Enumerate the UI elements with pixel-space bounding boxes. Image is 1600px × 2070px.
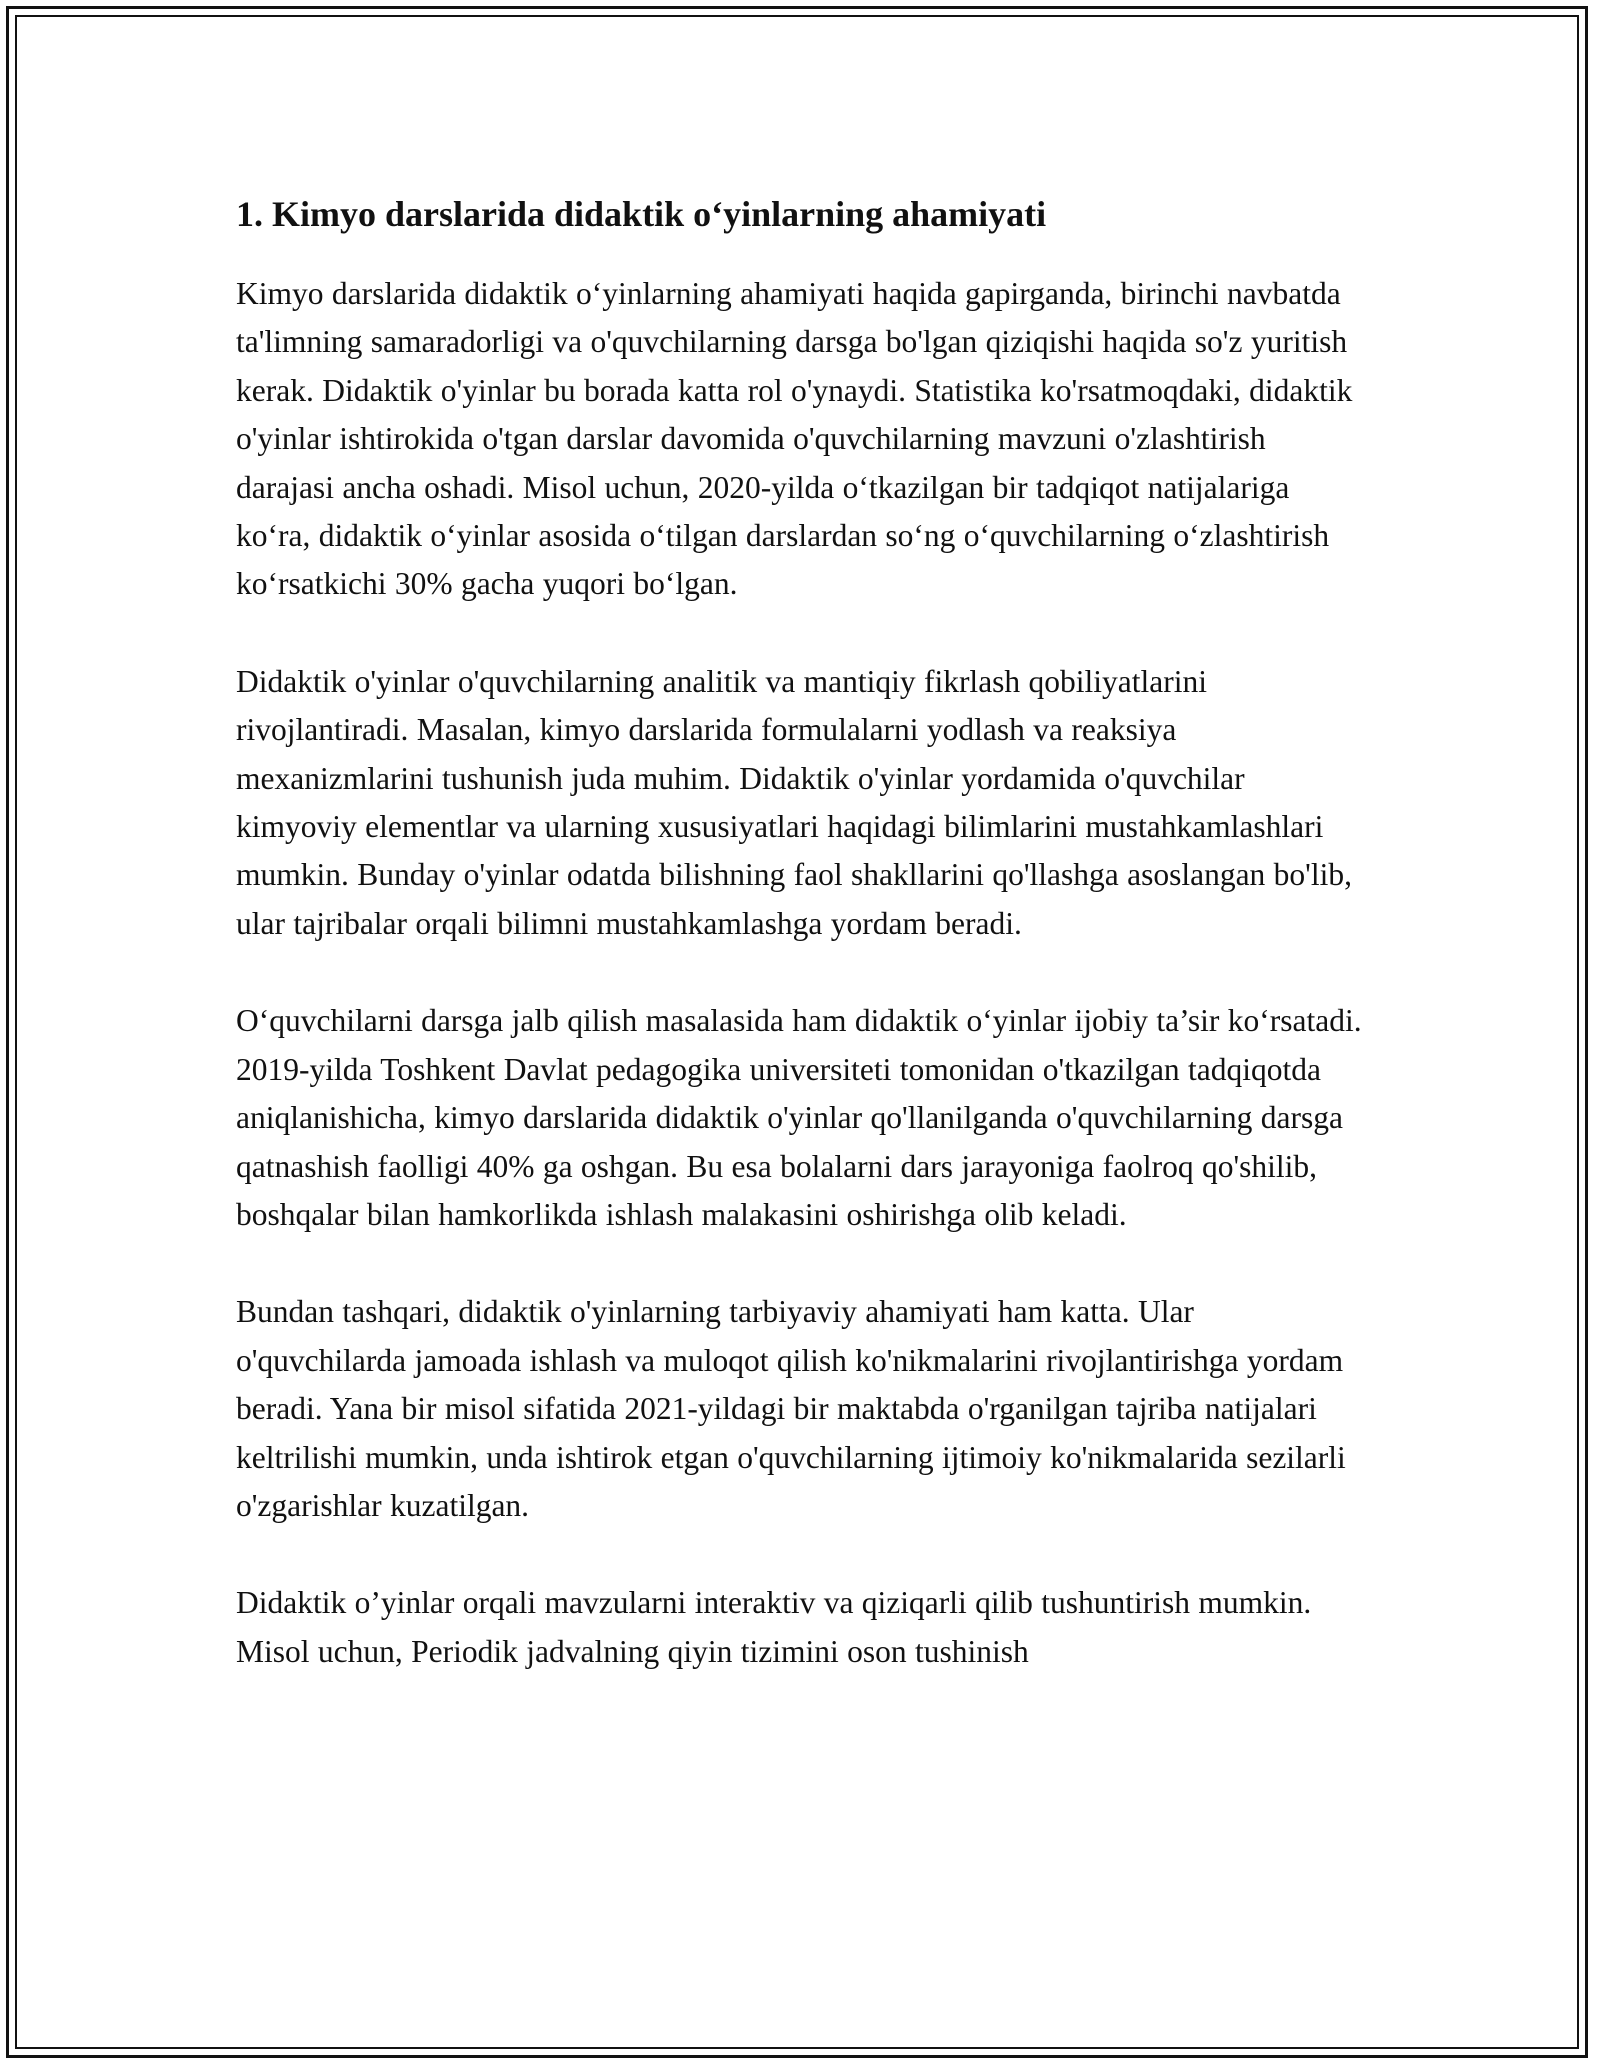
paragraph-4: Bundan tashqari, didaktik o'yinlarning tarbiyaviy ahamiyati ham katta. Ular o'quvchilarda jamoada ishlash va muloqot qilish ko'nikmalarini rivojlantirishga yordam beradi. Yana bir misol sifatida 2021-yildagi bir maktabda o'rganilgan tajriba natijalari keltrilishi mumkin, unda ishtirok etgan o'quvchilarning ijtimoiy ko'nikmalarida sezilarli o'zgarishlar kuzatilgan. (236, 1294, 1346, 1523)
paragraph-2: Didaktik o'yinlar o'quvchilarning analitik va mantiqiy fikrlash qobiliyatlarini rivojlantiradi. Masalan, kimyo darslarida formulalarni yodlash va reaksiya mexanizmlarini tushunish juda muhim. Didaktik o'yinlar yordamida o'quvchilar kimyoviy elementlar va ularning xususiyatlari haqidagi bilimlarini mustahkamlashlari mumkin. Bunday o'yinlar odatda bilishning faol shakllarini qo'llashga asoslangan bo'lib, ular tajribalar orqali bilimni mustahkamlashga yordam beradi. (236, 663, 1352, 941)
paragraph-1: Kimyo darslarida didaktik o‘yinlarning ahamiyati haqida gapirganda, birinchi navbatda ta'limning samaradorligi va o'quvchilarning darsga bo'lgan qiziqishi haqida so'z yuritish kerak. Didaktik o'yinlar bu borada katta rol o'ynaydi. Statistika ko'rsatmoqdaki, didaktik o'yinlar ishtirokida o'tgan darslar davomida o'quvchilarning mavzuni o'zlashtirish darajasi ancha oshadi. Misol uchun, 2020-yilda o‘tkazilgan bir tadqiqot natijalariga ko‘ra, didaktik o‘yinlar asosida o‘tilgan darslardan so‘ng o‘quvchilarning o‘zlashtirish ko‘rsatkichi 30% gacha yuqori bo‘lgan. (236, 276, 1353, 602)
section-heading: 1. Kimyo darslarida didaktik o‘yinlarning ahamiyati (236, 194, 1047, 234)
paragraph-3: O‘quvchilarni darsga jalb qilish masalasida ham didaktik o‘yinlar ijobiy ta’sir ko‘rsatadi. 2019-yilda Toshkent Davlat pedagogika universiteti tomonidan o'tkazilgan tadqiqotda aniqlanishicha, kimyo darslarida didaktik o'yinlar qo'llanilganda o'quvchilarning darsga qatnashish faolligi 40% ga oshgan. Bu esa bolalarni dars jarayoniga faolroq qo'shilib, boshqalar bilan hamkorlikda ishlash malakasini oshirishga olib keladi. (236, 1003, 1362, 1232)
document-body (236, 188, 1366, 1725)
paragraph-5: Didaktik o’yinlar orqali mavzularni interaktiv va qiziqarli qilib tushuntirish mumkin. Misol uchun, Periodik jadvalning qiyin tizimini oson tushinish (236, 1585, 1312, 1669)
